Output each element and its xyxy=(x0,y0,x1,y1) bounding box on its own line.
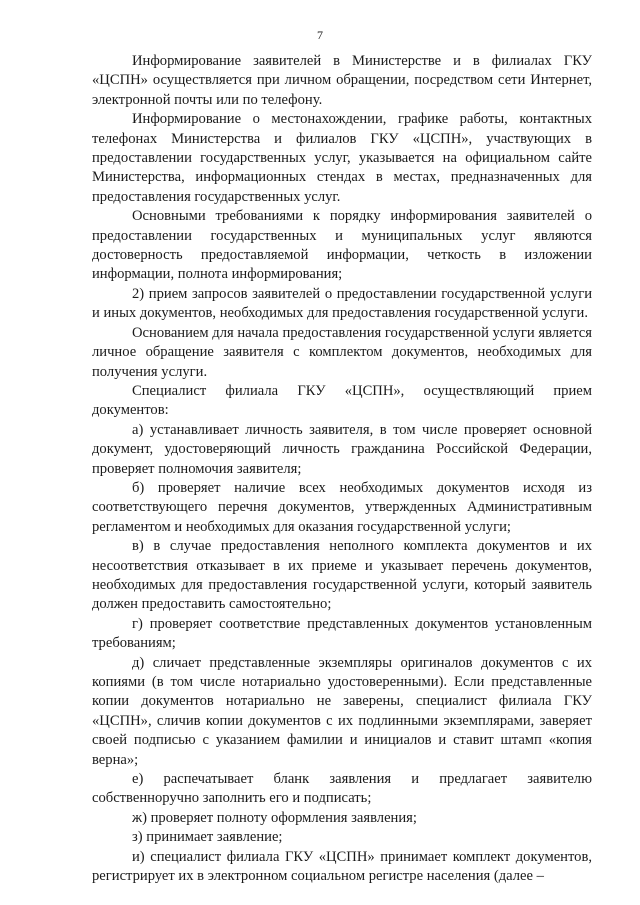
list-item-b: б) проверяет наличие всех необходимых документов исходя из соответствующего перечня документов, утвержденных Административным регламентом и необходимых для оказания государственной услуги; xyxy=(92,479,592,535)
page-number: 7 xyxy=(317,28,323,42)
paragraph-informing-channels: Информирование заявителей в Министерстве и в филиалах ГКУ «ЦСПН» осуществляется при личном обращении, посредством сети Интернет, электронной почты или по телефону. xyxy=(92,53,592,108)
list-item-a: а) устанавливает личность заявителя, в том числе проверяет основной документ, удостоверяющий личность гражданина Российской Федерации, проверяет полномочия заявителя; xyxy=(92,421,592,477)
paragraph-specialist: Специалист филиала ГКУ «ЦСПН», осуществляющий прием документов: xyxy=(92,382,592,419)
list-item-i: и) специалист филиала ГКУ «ЦСПН» принимает комплект документов, регистрирует их в электронном социальном регистре населения (далее – xyxy=(92,848,592,885)
list-item-e: е) распечатывает бланк заявления и предлагает заявителю собственноручно заполнить его и подписать; xyxy=(92,771,592,807)
paragraph-item-2: 2) прием запросов заявителей о предоставлении государственной услуги и иных документов, необходимых для предоставления государственной услуги. xyxy=(92,285,592,322)
list-item-zh: ж) проверяет полноту оформления заявления; xyxy=(132,809,417,826)
document-body xyxy=(92,52,592,886)
paragraph-informing-location: Информирование о местонахождении, графике работы, контактных телефонах Министерства и филиалов ГКУ «ЦСПН», участвующих в предоставлении государственных услуг, указывается на официальном сайте Министерства, информационных стендах в местах, предназначенных для предоставления государственных услуг. xyxy=(92,111,592,205)
paragraph-informing-requirements: Основными требованиями к порядку информирования заявителей о предоставлении государственных и муниципальных услуг являются достоверность предоставляемой информации, четкость в изложении информации, полнота информирования; xyxy=(92,208,592,283)
paragraph-basis: Основанием для начала предоставления государственной услуги является личное обращение заявителя с комплектом документов, необходимых для получения услуги. xyxy=(92,324,592,380)
list-item-v: в) в случае предоставления неполного комплекта документов и их несоответствия отказывает в их приеме и указывает перечень документов, необходимых для предоставления государственной услуги, который заявитель должен предоставить самостоятельно; xyxy=(92,538,592,613)
list-item-d: д) сличает представленные экземпляры оригиналов документов с их копиями (в том числе нотариально удостоверенными). Если представленные копии документов нотариально не заверены, специалист филиала ГКУ «ЦСПН», сличив копии документов с их подлинными экземплярами, заверяет своей подписью с указанием фамилии и инициалов и ставит штамп «копия верна»; xyxy=(92,654,592,768)
list-item-z: з) принимает заявление; xyxy=(132,829,283,846)
list-item-g: г) проверяет соответствие представленных документов установленным требованиям; xyxy=(92,615,592,652)
